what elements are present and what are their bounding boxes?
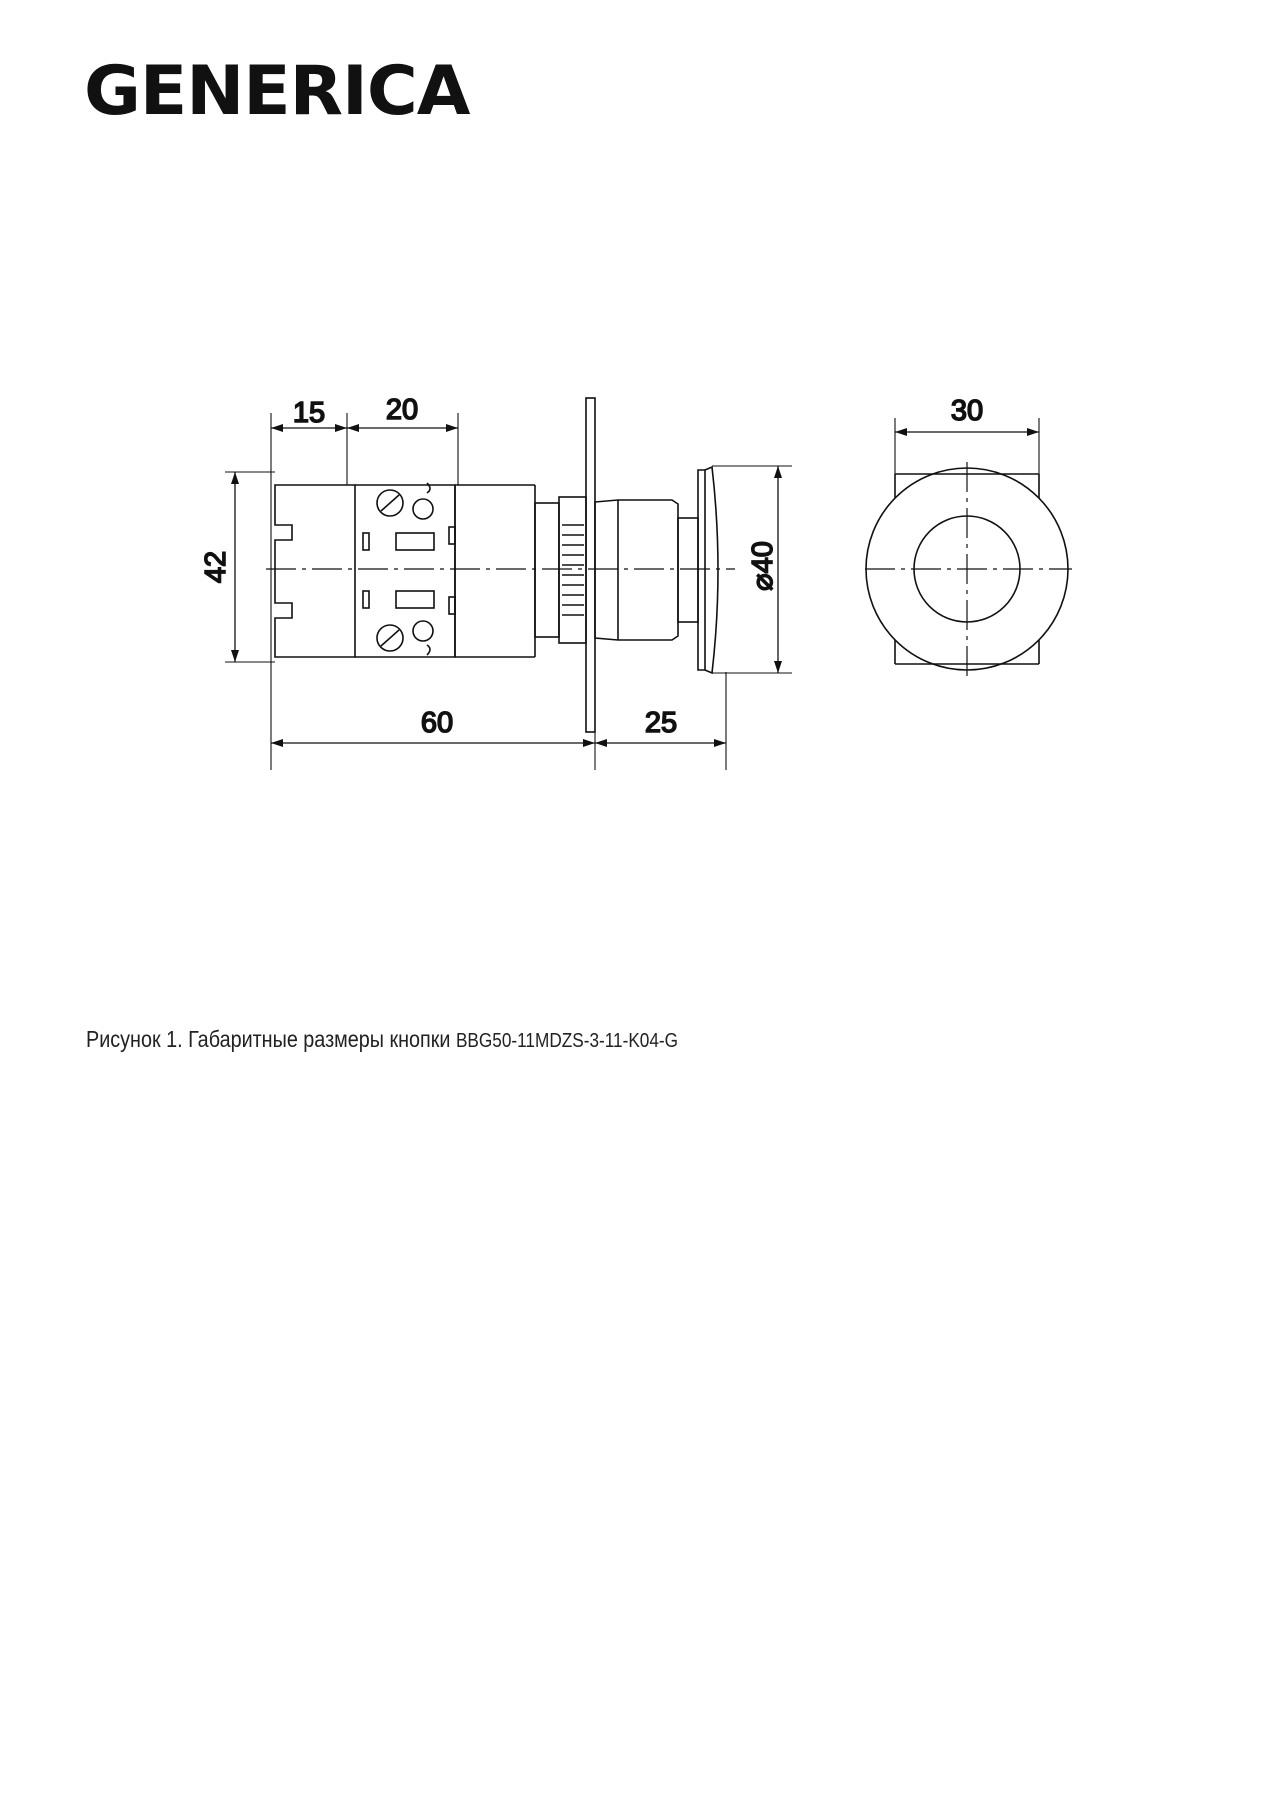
dimension-15: 15 <box>292 397 326 429</box>
extension-lines <box>225 413 1039 770</box>
figure-caption <box>86 1026 678 1053</box>
centre-lines <box>266 462 1072 676</box>
dimension-20: 20 <box>385 394 419 426</box>
dimension-25: 25 <box>644 707 678 739</box>
dimension-diameter-40: ⌀40 <box>747 541 779 591</box>
brand-logo: GENERICA <box>84 52 470 131</box>
mounting-panel <box>586 398 595 732</box>
caption-text: Рисунок 1. Габаритные размеры кнопки <box>86 1026 451 1052</box>
dimension-42: 42 <box>200 550 232 584</box>
dimension-60: 60 <box>420 707 454 739</box>
mounting-collar <box>535 497 586 643</box>
contact-blocks <box>275 483 535 657</box>
dimension-30: 30 <box>950 395 984 427</box>
mushroom-actuator <box>595 467 718 673</box>
caption-model: BBG50-11MDZS-3-11-K04-G <box>455 1030 679 1052</box>
